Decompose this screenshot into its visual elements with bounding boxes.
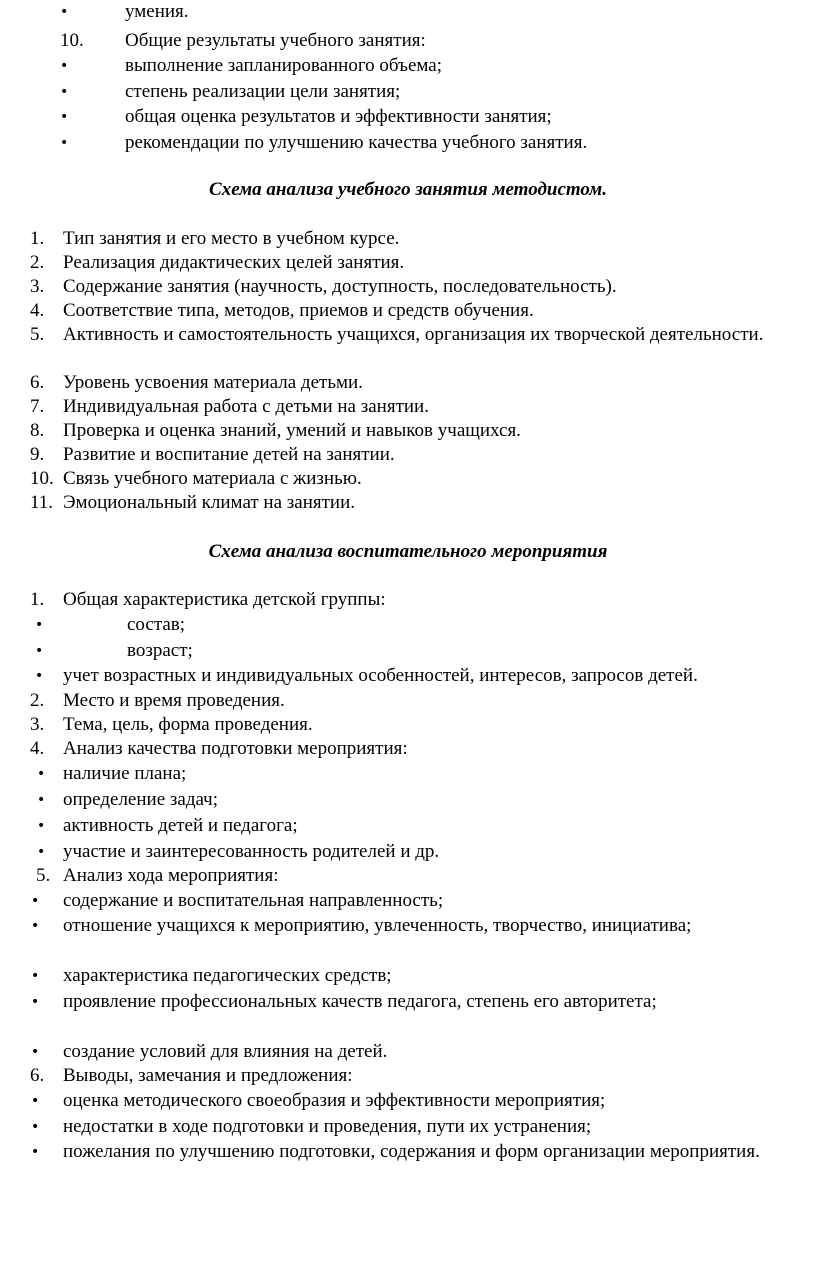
list-item-text: Развитие и воспитание детей на занятии. (63, 444, 395, 465)
list-number: 5. (30, 324, 45, 345)
bullet-marker: • (37, 766, 46, 782)
list-item (0, 54, 816, 78)
list-item-text: общая оценка результатов и эффективности занятия; (125, 106, 552, 127)
list-item-text: участие и заинтересованность родителей и др. (63, 841, 440, 862)
bullet-marker: • (37, 844, 46, 860)
list-number: 9. (30, 444, 45, 465)
list-number: 10. (30, 468, 54, 489)
list-item-text: Связь учебного материала с жизнью. (63, 468, 362, 489)
list-item-text: Реализация дидактических целей занятия. (63, 252, 405, 273)
list-item (0, 889, 816, 913)
list-item-text: активность детей и педагога; (63, 815, 298, 836)
list-item-text: учет возрастных и индивидуальных особенностей, интересов, запросов детей. (63, 665, 698, 686)
list-item (0, 80, 816, 104)
section-heading: Схема анализа учебного занятия методистом. (209, 179, 607, 200)
bullet-marker: • (60, 58, 69, 74)
list-item (0, 1115, 816, 1139)
bullet-marker: • (31, 1119, 40, 1135)
list-item (0, 105, 816, 129)
list-item (0, 1040, 816, 1064)
list-item (0, 443, 816, 467)
list-number: 11. (30, 492, 54, 513)
list-item (0, 491, 816, 515)
list-item (0, 371, 816, 395)
list-item-text: степень реализации цели занятия; (125, 81, 401, 102)
list-item-text: Соответствие типа, методов, приемов и средств обучения. (63, 300, 534, 321)
list-item (0, 814, 816, 838)
bullet-marker: • (31, 893, 40, 909)
bullet-marker: • (60, 4, 69, 20)
list-item-text: умения. (125, 1, 189, 22)
list-item (0, 788, 816, 812)
bullet-marker: • (37, 818, 46, 834)
bullet-marker: • (60, 84, 69, 100)
bullet-marker: • (31, 968, 40, 984)
list-item-text: Общая характеристика детской группы: (63, 589, 386, 610)
list-item-text: Анализ хода мероприятия: (63, 865, 279, 886)
list-number: 4. (30, 738, 45, 759)
list-number: 10. (60, 30, 84, 51)
bullet-marker: • (35, 668, 44, 684)
list-item (0, 914, 816, 962)
bullet-marker: • (31, 1144, 40, 1160)
list-item-text: выполнение запланированного объема; (125, 55, 442, 76)
list-item (0, 467, 816, 491)
list-number: 1. (30, 589, 45, 610)
list-item-text: Активность и самостоятельность учащихся, организация их творческой деятельности. (63, 324, 764, 345)
bullet-marker: • (31, 994, 40, 1010)
bullet-marker: • (31, 918, 40, 934)
list-item (0, 964, 816, 988)
list-number: 4. (30, 300, 45, 321)
list-number: 6. (30, 1065, 45, 1086)
list-item (0, 251, 816, 275)
list-item-text: Содержание занятия (научность, доступность, последовательность). (63, 276, 617, 297)
list-number: 2. (30, 690, 45, 711)
list-item-text: рекомендации по улучшению качества учебного занятия. (125, 132, 588, 153)
list-item (0, 299, 816, 323)
list-item (0, 1140, 816, 1188)
list-item-text: недостатки в ходе подготовки и проведения, пути их устранения; (63, 1116, 592, 1137)
list-number: 3. (30, 714, 45, 735)
list-item-text: Тип занятия и его место в учебном курсе. (63, 228, 400, 249)
list-number: 8. (30, 420, 45, 441)
list-item (0, 0, 816, 24)
list-item (0, 762, 816, 786)
bullet-marker: • (60, 135, 69, 151)
list-number: 3. (30, 276, 45, 297)
list-item (0, 588, 816, 612)
list-item (0, 419, 816, 443)
bullet-marker: • (60, 109, 69, 125)
list-item (0, 613, 816, 637)
list-item-text: Анализ качества подготовки мероприятия: (63, 738, 408, 759)
bullet-marker: • (31, 1044, 40, 1060)
list-item-text: создание условий для влияния на детей. (63, 1041, 388, 1062)
list-item-text: Место и время проведения. (63, 690, 285, 711)
list-number: 5. (36, 865, 51, 886)
list-item-text: оценка методического своеобразия и эффективности мероприятия; (63, 1090, 606, 1111)
list-item-text: пожелания по улучшению подготовки, содержания и форм организации мероприятия. (63, 1141, 760, 1162)
list-item-text: Индивидуальная работа с детьми на занятии. (63, 396, 429, 417)
bullet-marker: • (31, 1093, 40, 1109)
section-heading: Схема анализа воспитательного мероприятия (208, 541, 608, 562)
list-item (0, 1064, 816, 1088)
list-number: 2. (30, 252, 45, 273)
list-item-text: характеристика педагогических средств; (63, 965, 392, 986)
list-item (0, 29, 816, 53)
bullet-marker: • (37, 792, 46, 808)
list-item (0, 864, 816, 888)
list-item-text: проявление профессиональных качеств педагога, степень его авторитета; (63, 991, 657, 1012)
list-item (0, 323, 816, 371)
list-item-text: Общие результаты учебного занятия: (125, 30, 426, 51)
list-item-text: Проверка и оценка знаний, умений и навыков учащихся. (63, 420, 521, 441)
list-item-text: Эмоциональный климат на занятии. (63, 492, 356, 513)
list-item (0, 689, 816, 713)
list-item-text: отношение учащихся к мероприятию, увлеченность, творчество, инициатива; (63, 915, 692, 936)
list-item-text: Тема, цель, форма проведения. (63, 714, 313, 735)
bullet-marker: • (35, 643, 44, 659)
list-item (0, 737, 816, 761)
list-item (0, 227, 816, 251)
list-item-text: содержание и воспитательная направленность; (63, 890, 444, 911)
list-item (0, 395, 816, 419)
list-item (0, 275, 816, 299)
list-item (0, 639, 816, 663)
list-item-text: определение задач; (63, 789, 218, 810)
list-item-text: возраст; (127, 640, 193, 661)
list-item (0, 840, 816, 864)
list-item-text: Выводы, замечания и предложения: (63, 1065, 353, 1086)
list-item-text: наличие плана; (63, 763, 187, 784)
list-number: 7. (30, 396, 45, 417)
list-item (0, 713, 816, 737)
list-item (0, 664, 816, 688)
list-item-text: Уровень усвоения материала детьми. (63, 372, 363, 393)
list-number: 1. (30, 228, 45, 249)
list-item (0, 131, 816, 155)
list-number: 6. (30, 372, 45, 393)
list-item (0, 990, 816, 1038)
bullet-marker: • (35, 617, 44, 633)
list-item (0, 1089, 816, 1113)
list-item-text: состав; (127, 614, 186, 635)
